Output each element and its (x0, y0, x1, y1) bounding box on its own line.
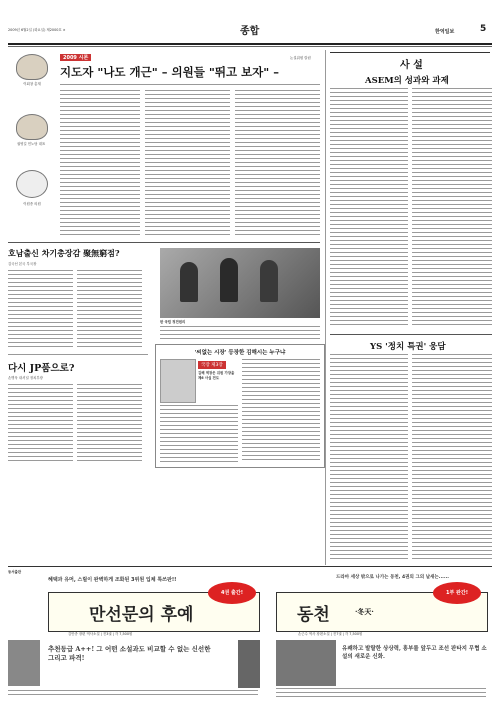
book1-title: 만선문의 후예 (89, 605, 194, 625)
book-cover (160, 359, 196, 403)
editorial-divider (330, 334, 492, 335)
editorial-text-2b (412, 354, 492, 562)
page-number: 5 (480, 24, 487, 34)
caricature-label-3: 이원종 의원 (23, 202, 41, 206)
caricature-label-1: 이회창 총재 (23, 82, 41, 86)
book2-title: 동천 (297, 605, 330, 625)
paper-name: 한억일보 (435, 29, 455, 35)
book2-blurb: 유쾌하고 발랄한 상상력, 흥부를 앞두고 조선 판타지 무협 소설의 새로운 신화. (342, 646, 487, 660)
caricature-2 (16, 114, 48, 140)
story-left-byline: 김국선 본국 부국장 (8, 262, 37, 266)
editorial-text-1a (330, 88, 408, 328)
book1-badge: 4권 출간! (208, 582, 256, 604)
column-text-3 (235, 90, 320, 238)
jp-headline: 다시 JP품으로? (8, 363, 75, 374)
book-spine-1 (238, 640, 260, 688)
column-bottom-rule (8, 242, 320, 243)
caricature-1 (16, 54, 48, 80)
ad-publisher: 동서출판 (8, 570, 22, 574)
book1-fineprint (8, 690, 258, 698)
ad-tagline-left: 혜택과 유머, 스릴이 완벽하게 조화된 3위원 입체 톡쓰판!! (48, 577, 177, 583)
editorial-title-2: YS '정치 특권' 웅담 (370, 342, 446, 352)
caricature-column (8, 52, 54, 232)
photo-figure-2 (220, 258, 238, 302)
book2-cover (276, 640, 336, 686)
photo-figure-1 (180, 262, 198, 302)
editorial-rule (330, 52, 490, 53)
ad-tagline-right: 드라마 세상 밖으로 나가는 동천, 4권의 그의 날새는...... (336, 575, 450, 580)
caricature-label-2: 권영길 민노당 대표 (16, 142, 46, 146)
editorial-text-1b (412, 88, 492, 328)
book2-subtitle: ·冬天· (355, 607, 374, 616)
column-text-2 (145, 90, 230, 238)
story-left-text-2 (77, 270, 142, 350)
column-badge: 2009 시론 (60, 54, 91, 61)
column-rule (60, 84, 320, 85)
editorial-text-2a (330, 354, 408, 562)
column-divider (325, 50, 326, 565)
news-photo (160, 248, 320, 318)
caricature-3 (16, 170, 48, 198)
book1-blurb: 추천등급 A++! 그 어떤 소설과도 비교할 수 없는 신선한 그리고 파격! (48, 645, 211, 662)
story-left-text-1 (8, 270, 73, 350)
book1-price: 김만종 장편 역사소설 | 전3권 | 각 7,500원 (68, 632, 133, 636)
header-rule (8, 43, 492, 45)
column-headline: 지도자 "나도 개근" – 의원들 "뛰고 보자" – (60, 65, 280, 79)
header-rule-thin (8, 46, 492, 47)
column-text-1 (60, 90, 140, 238)
column-kicker: 논설위원 칼럼 (290, 56, 311, 60)
book-ad (8, 570, 492, 700)
book2-fineprint (276, 688, 486, 698)
jp-text-2 (77, 384, 142, 464)
book1-cover (8, 640, 40, 686)
book2-badge: 1부 완간! (433, 582, 481, 604)
book-text-2 (242, 359, 320, 463)
book-box-title: '씨없는 시장' 등장한 김해시는 누구냐 (194, 350, 286, 356)
book-subtitle: 김해 역장은 위원 가장을 제6 사실 전도 (198, 371, 235, 380)
photo-caption-text (160, 326, 320, 340)
story-left-headline: 호남출신 차기총장감 聚無窮점? (8, 248, 120, 258)
section-name: 종합 (240, 26, 260, 37)
jp-rule (8, 354, 148, 355)
book2-price: 손근수 역사 장편소설 | 전7권 | 각 7,500원 (298, 632, 363, 636)
editorial-title-1: ASEM의 성과와 과제 (365, 76, 449, 86)
jp-text-1 (8, 384, 73, 464)
book-text-1 (160, 405, 238, 463)
photo-figure-3 (260, 260, 278, 302)
editorial-label: 사 설 (400, 60, 423, 71)
book-logo: 국장 제3장 (198, 361, 226, 369)
ad-top-rule (8, 566, 492, 567)
photo-caption: 한 국립 정전원의 (160, 320, 186, 324)
book-box (155, 344, 325, 468)
jp-byline: 손병욱 내셔널 정치부장 (8, 376, 43, 380)
date-line: 2009년 6월2일 (화요일) 제2000호 × (8, 28, 66, 32)
